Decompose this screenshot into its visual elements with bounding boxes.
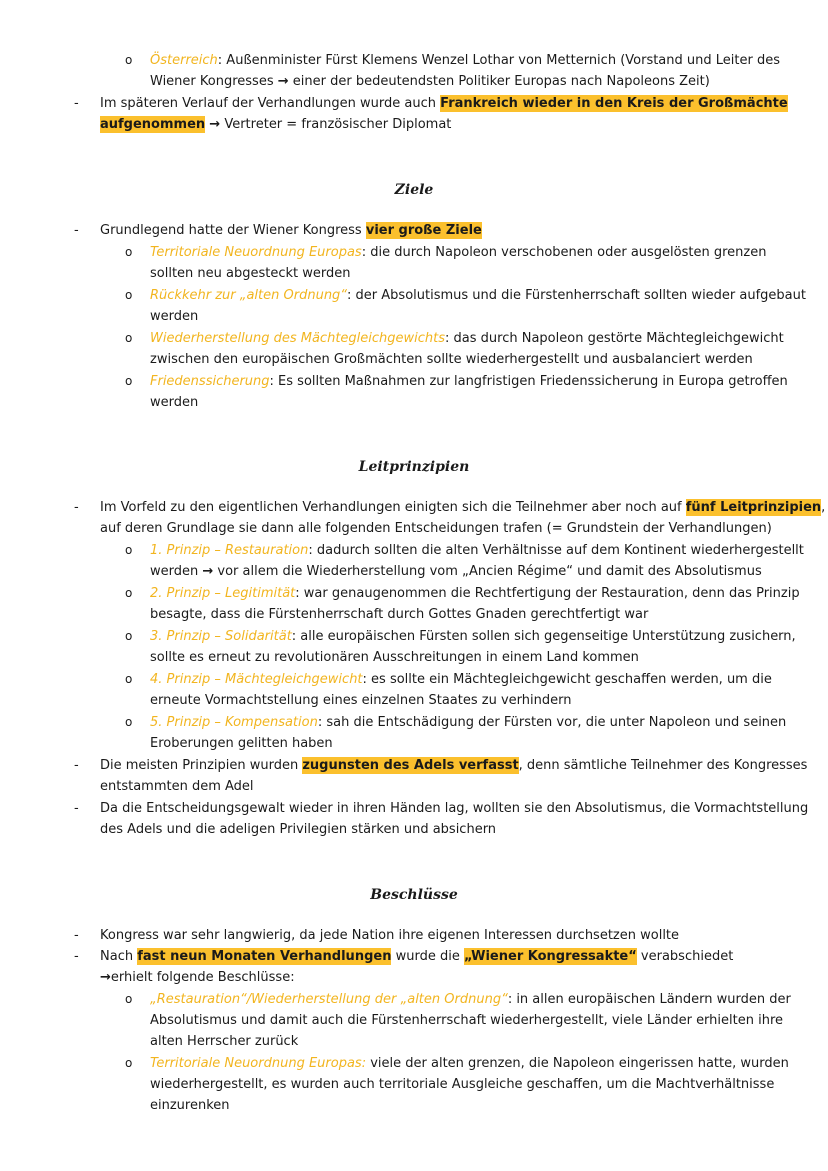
leit-bullet-line bbox=[100, 755, 807, 776]
ziele-item-term: Wiederherstellung des Mächtegleichgewichts bbox=[150, 331, 446, 346]
ziele-item bbox=[150, 328, 784, 349]
beschluss-term: Territoriale Neuordnung Europas: bbox=[150, 1056, 367, 1071]
leit-bullet-text: , denn sämtliche Teilnehmer des Kongresses bbox=[518, 758, 808, 773]
section-heading-ziele: Ziele bbox=[394, 182, 434, 198]
circle-bullet: o bbox=[125, 586, 133, 600]
ziele-item-term: Rückkehr zur „alten Ordnung“ bbox=[150, 288, 348, 303]
prinzip-text: : dadurch sollten die alten Verhältnisse auf dem Kontinent wiederhergestellt bbox=[308, 543, 804, 558]
highlight: Frankreich wieder in den Kreis der Großmächte bbox=[440, 96, 788, 111]
circle-bullet: o bbox=[125, 245, 133, 259]
prinzip-text: : es sollte ein Mächtegleichgewicht geschaffen werden, um die bbox=[362, 672, 772, 687]
arrow-icon: → bbox=[277, 74, 289, 89]
ziele-item-term: Territoriale Neuordnung Europas bbox=[150, 245, 362, 260]
intro-bullet-text: Im späteren Verlauf der Verhandlungen wurde auch bbox=[100, 96, 441, 111]
leit-intro-line2: auf deren Grundlage sie dann alle folgenden Entscheidungen trafen (= Grundstein der Verhandlungen) bbox=[100, 521, 772, 536]
intro-item-term: Österreich bbox=[150, 53, 218, 68]
intro-item-line2 bbox=[150, 71, 710, 92]
dash-bullet: - bbox=[74, 949, 79, 964]
dash-bullet: - bbox=[74, 96, 79, 111]
beschluss-text: wurde die bbox=[391, 949, 464, 964]
ziele-item bbox=[150, 242, 766, 263]
circle-bullet: o bbox=[125, 374, 133, 388]
prinzip-text: : sah die Entschädigung der Fürsten vor, die unter Napoleon und seinen bbox=[317, 715, 787, 730]
prinzip-item-cont: Eroberungen gelitten haben bbox=[150, 736, 333, 751]
prinzip-item bbox=[150, 583, 800, 604]
beschluss-text: Nach bbox=[100, 949, 138, 964]
intro-item-text: einer der bedeutendsten Politiker Europas nach Napoleons Zeit) bbox=[288, 74, 710, 89]
ziele-intro-text: Grundlegend hatte der Wiener Kongress bbox=[100, 223, 366, 238]
ziele-item bbox=[150, 285, 806, 306]
prinzip-item bbox=[150, 712, 786, 733]
highlight: aufgenommen bbox=[100, 117, 206, 132]
arrow-icon: → bbox=[202, 564, 214, 579]
prinzip-term: 3. Prinzip – Solidarität bbox=[150, 629, 292, 644]
beschluss-item bbox=[150, 989, 791, 1010]
intro-item-text: : Außenminister Fürst Klemens Wenzel Lothar von Metternich (Vorstand und Leiter des bbox=[217, 53, 780, 68]
circle-bullet: o bbox=[125, 331, 133, 345]
circle-bullet: o bbox=[125, 992, 133, 1006]
beschluss-bullet-line bbox=[100, 946, 733, 967]
arrow-icon: → bbox=[209, 117, 221, 132]
circle-bullet: o bbox=[125, 715, 133, 729]
intro-item-text: Wiener Kongresses bbox=[150, 74, 278, 89]
prinzip-item-cont: sollte es erneut zu revolutionären Ausschreitungen in einem Land kommen bbox=[150, 650, 639, 665]
circle-bullet: o bbox=[125, 53, 133, 67]
highlight: vier große Ziele bbox=[365, 223, 482, 238]
ziele-item-text: : der Absolutismus und die Fürstenherrschaft sollten wieder aufgebaut bbox=[347, 288, 806, 303]
beschluss-text: verabschiedet bbox=[636, 949, 734, 964]
prinzip-term: 5. Prinzip – Kompensation bbox=[150, 715, 318, 730]
prinzip-item-cont: besagte, dass die Fürstenherrschaft durch Gottes Gnaden gerechtfertigt war bbox=[150, 607, 649, 622]
prinzip-term: 1. Prinzip – Restauration bbox=[150, 543, 309, 558]
circle-bullet: o bbox=[125, 543, 133, 557]
prinzip-term: 4. Prinzip – Mächtegleichgewicht bbox=[150, 672, 363, 687]
dash-bullet: - bbox=[74, 758, 79, 773]
prinzip-item-cont bbox=[150, 561, 762, 582]
ziele-item-term: Friedenssicherung bbox=[150, 374, 270, 389]
beschluss-item-cont: alten Herrscher zurück bbox=[150, 1034, 299, 1049]
intro-bullet-line bbox=[100, 93, 788, 114]
highlight: fünf Leitprinzipien bbox=[685, 500, 822, 515]
ziele-item-text: : die durch Napoleon verschobenen oder ausgelösten grenzen bbox=[361, 245, 767, 260]
ziele-item-cont: zwischen den europäischen Großmächten sollte wiederhergestellt und ausbalanciert werden bbox=[150, 352, 753, 367]
leit-bullet-line2: des Adels und die adeligen Privilegien stärken und absichern bbox=[100, 822, 497, 837]
beschluss-item-cont: Absolutismus und damit auch die Fürstenherrschaft wiederhergestellt, viele Länder erhielten ihre bbox=[150, 1013, 784, 1028]
prinzip-term: 2. Prinzip – Legitimität bbox=[150, 586, 296, 601]
dash-bullet: - bbox=[74, 223, 79, 238]
ziele-item-cont: werden bbox=[150, 395, 199, 410]
beschluss-item bbox=[150, 1053, 789, 1074]
prinzip-item bbox=[150, 626, 796, 647]
ziele-intro-line bbox=[100, 220, 482, 241]
leit-intro-text: Im Vorfeld zu den eigentlichen Verhandlungen einigten sich die Teilnehmer aber noch auf bbox=[100, 500, 686, 515]
prinzip-item bbox=[150, 540, 804, 561]
beschluss-term: „Restauration“/Wiederherstellung der „alten Ordnung“ bbox=[150, 992, 508, 1007]
circle-bullet: o bbox=[125, 1056, 133, 1070]
prinzip-text: : alle europäischen Fürsten sollen sich gegenseitige Unterstützung zusichern, bbox=[291, 629, 796, 644]
dash-bullet: - bbox=[74, 801, 79, 816]
prinzip-text: werden bbox=[150, 564, 203, 579]
dash-bullet: - bbox=[74, 928, 79, 943]
leit-bullet-text: Die meisten Prinzipien wurden bbox=[100, 758, 303, 773]
dash-bullet: - bbox=[74, 500, 79, 515]
section-heading-beschluesse: Beschlüsse bbox=[370, 887, 458, 903]
intro-bullet-line2 bbox=[100, 114, 451, 135]
highlight: fast neun Monaten Verhandlungen bbox=[137, 949, 392, 964]
beschluss-bullet-line: Kongress war sehr langwierig, da jede Nation ihre eigenen Interessen durchsetzen wollte bbox=[100, 928, 680, 943]
prinzip-item bbox=[150, 669, 772, 690]
leit-bullet-line2: entstammten dem Adel bbox=[100, 779, 254, 794]
beschluss-item-cont: einzurenken bbox=[150, 1098, 230, 1113]
prinzip-text: vor allem die Wiederherstellung vom „Ancien Régime“ und damit des Absolutismus bbox=[213, 564, 762, 579]
beschluss-item-cont: wiederhergestellt, es wurden auch territoriale Ausgleiche geschaffen, um die Machtverhältnisse bbox=[150, 1077, 775, 1092]
prinzip-text: : war genaugenommen die Rechtfertigung der Restauration, denn das Prinzip bbox=[295, 586, 800, 601]
leit-intro-line bbox=[100, 497, 825, 518]
leit-bullet-line: Da die Entscheidungsgewalt wieder in ihren Händen lag, wollten sie den Absolutismus, die Vormachtstellung bbox=[100, 801, 809, 816]
intro-item-line bbox=[150, 50, 780, 71]
section-heading-leitprinzipien: Leitprinzipien bbox=[358, 459, 470, 475]
ziele-item-cont: werden bbox=[150, 309, 199, 324]
ziele-item-text: : das durch Napoleon gestörte Mächtegleichgewicht bbox=[445, 331, 784, 346]
ziele-item-cont: sollten neu abgesteckt werden bbox=[150, 266, 351, 281]
prinzip-item-cont: erneute Vormachtstellung eines einzelnen Staates zu verhindern bbox=[150, 693, 572, 708]
beschluss-bullet-line2 bbox=[100, 967, 295, 988]
circle-bullet: o bbox=[125, 672, 133, 686]
highlight: „Wiener Kongressakte“ bbox=[463, 949, 637, 964]
leit-intro-text: , bbox=[821, 500, 826, 515]
circle-bullet: o bbox=[125, 629, 133, 643]
beschluss-text: erhielt folgende Beschlüsse: bbox=[110, 970, 295, 985]
beschluss-item-text: : in allen europäischen Ländern wurden der bbox=[507, 992, 791, 1007]
highlight: zugunsten des Adels verfasst bbox=[302, 758, 519, 773]
intro-bullet-text: Vertreter = französischer Diplomat bbox=[220, 117, 452, 132]
circle-bullet: o bbox=[125, 288, 133, 302]
ziele-item bbox=[150, 371, 788, 392]
arrow-icon: → bbox=[100, 970, 111, 985]
beschluss-item-text: viele der alten grenzen, die Napoleon eingerissen hatte, wurden bbox=[366, 1056, 789, 1071]
ziele-item-text: : Es sollten Maßnahmen zur langfristigen Friedenssicherung in Europa getroffen bbox=[269, 374, 788, 389]
